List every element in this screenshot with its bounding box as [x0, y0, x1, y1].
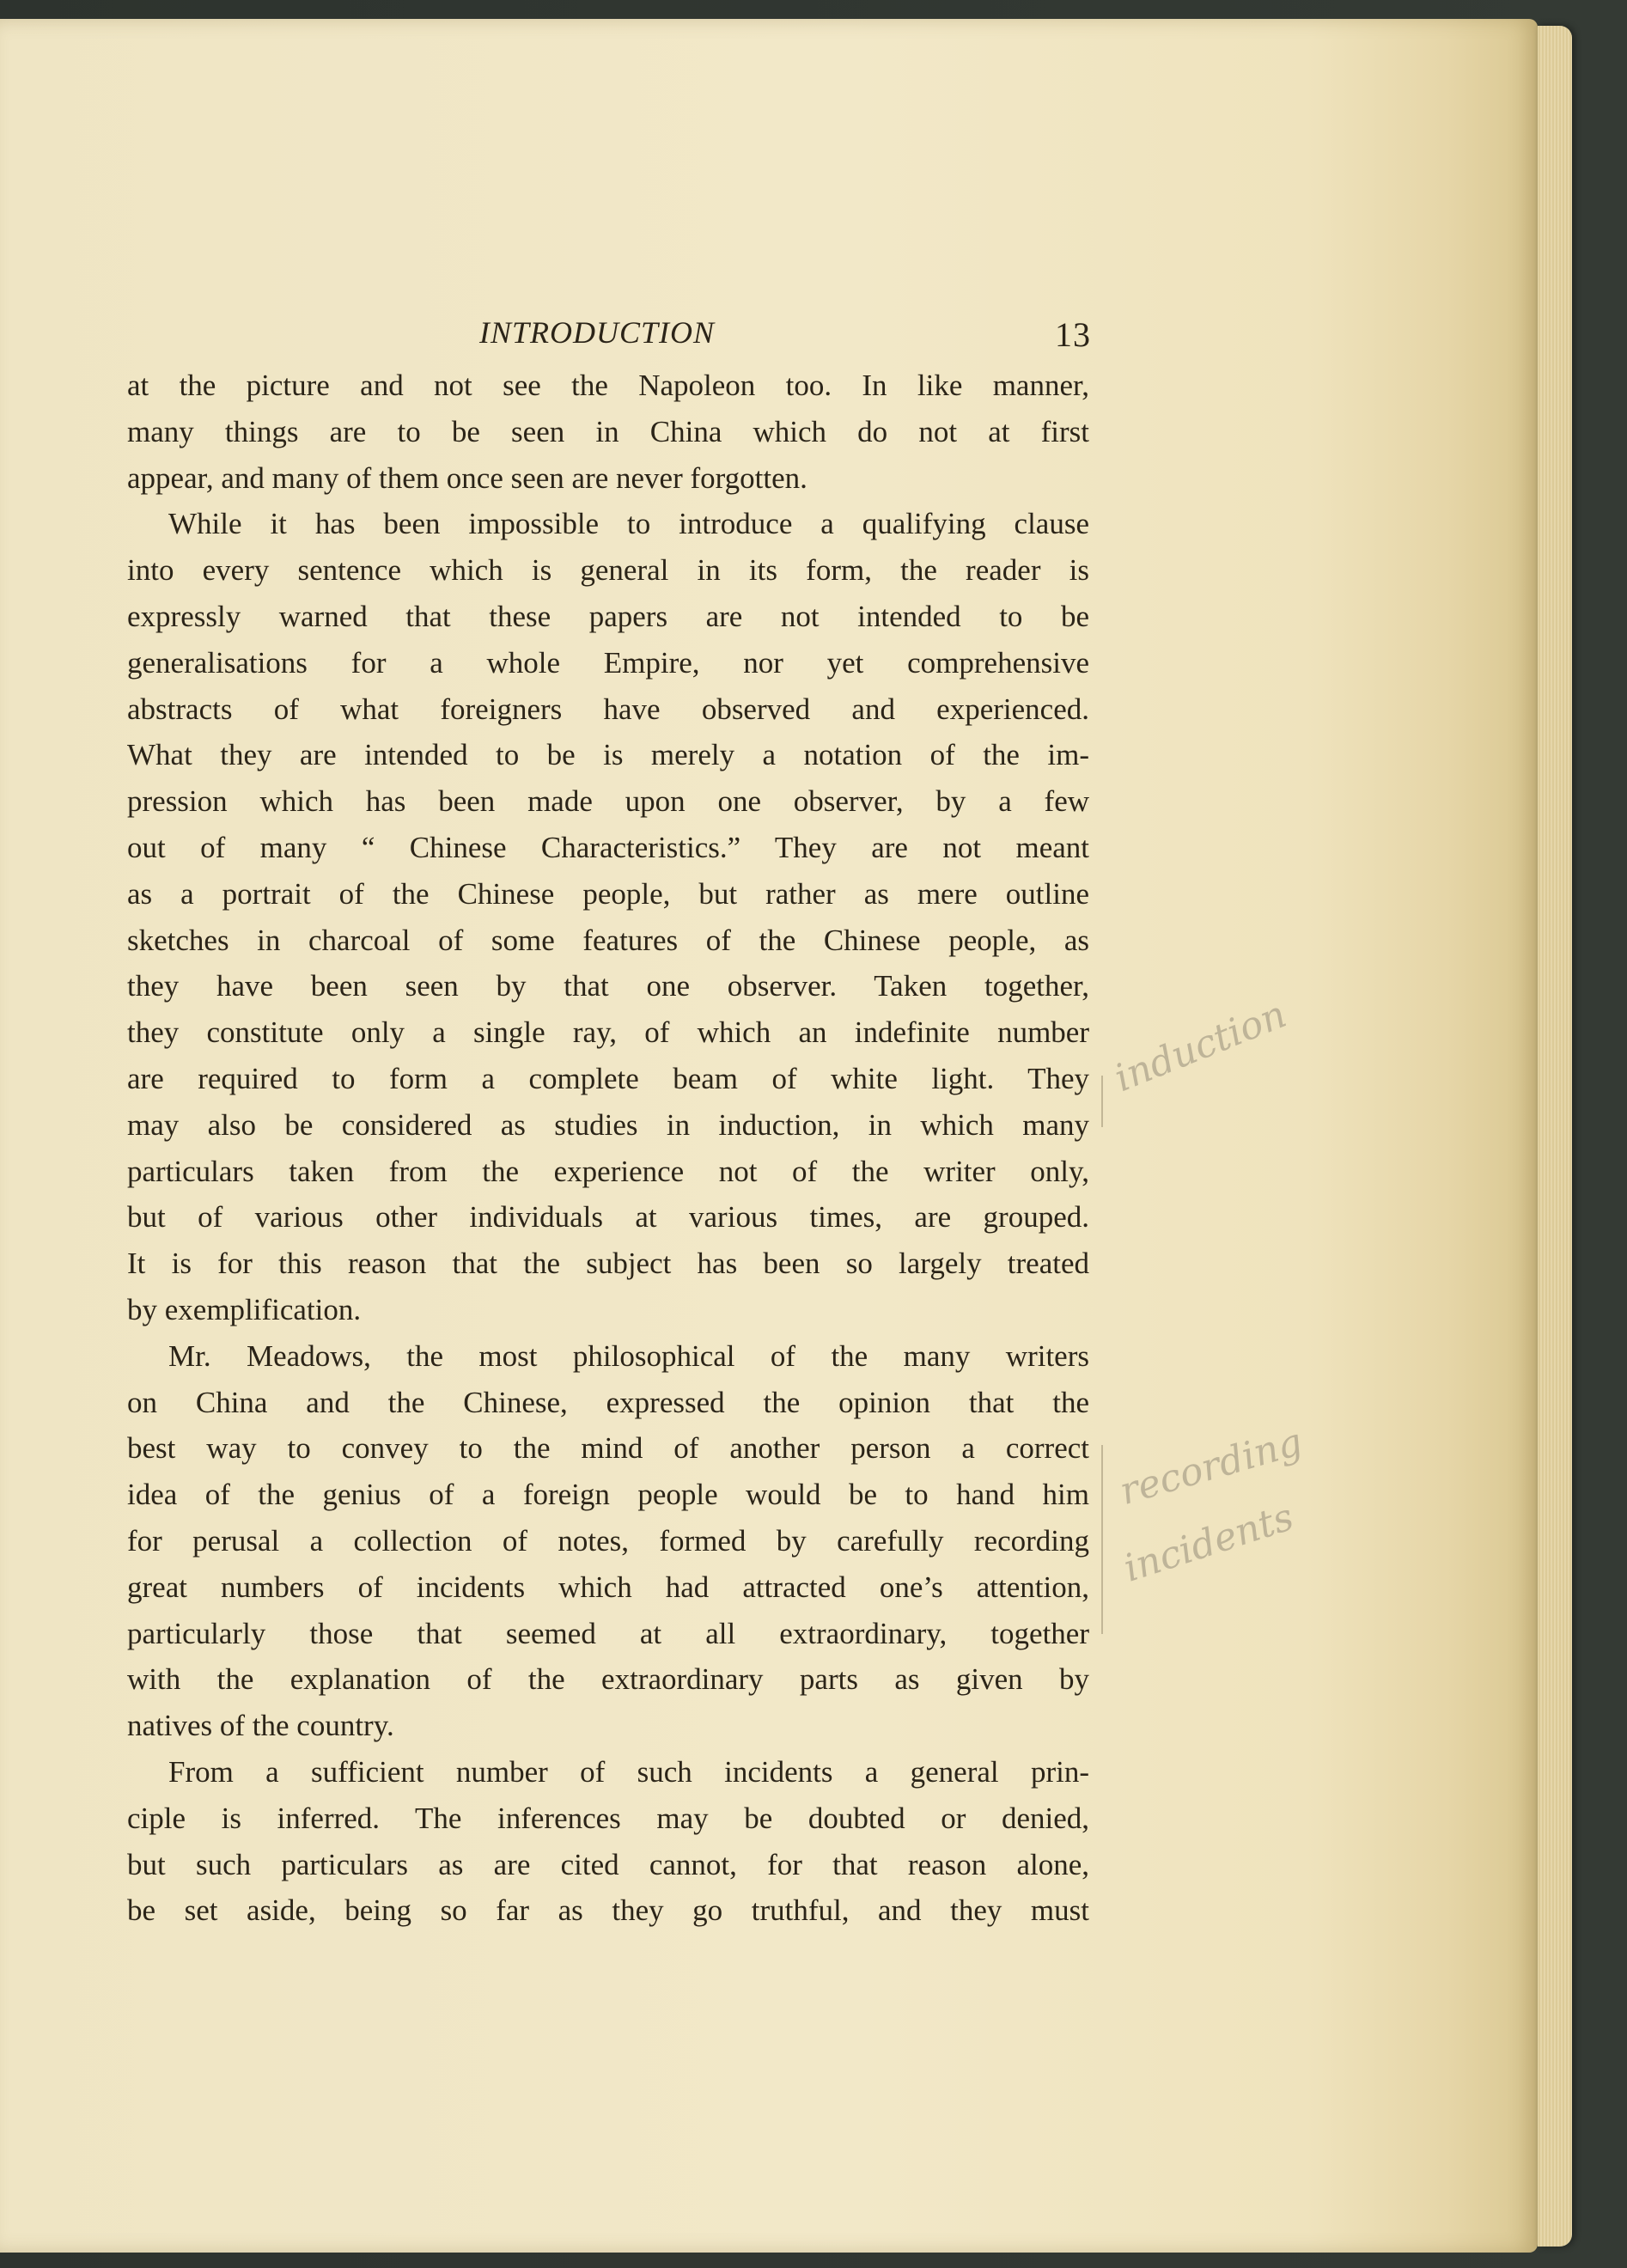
text-line: but of various other individuals at various times, are grouped. [127, 1200, 1089, 1235]
text-line: generalisations for a whole Empire, nor yet comprehensive [127, 645, 1089, 680]
text-line: many things are to be seen in China which do not at first [127, 414, 1089, 448]
text-line: great numbers of incidents which had attracted one’s attention, [127, 1570, 1089, 1604]
margin-pencil-mark [1101, 1076, 1103, 1127]
text-line: at the picture and not see the Napoleon too. In like manner, [127, 369, 1089, 402]
text-line: idea of the genius of a foreign people would be to hand him [127, 1478, 1089, 1512]
text-line: abstracts of what foreigners have observed and experienced. [127, 692, 1089, 726]
text-line: for perusal a collection of notes, formed by carefully recording [127, 1523, 1089, 1558]
margin-pencil-mark [1101, 1445, 1103, 1634]
text-line: expressly warned that these papers are not intended to be [127, 599, 1089, 633]
text-line: particularly those that seemed at all extraordinary, together [127, 1616, 1089, 1650]
text-line: as a portrait of the Chinese people, but rather as mere outline [127, 876, 1089, 911]
text-line: are required to form a complete beam of white light. They [127, 1061, 1089, 1095]
text-line: they constitute only a single ray, of which an indefinite number [127, 1015, 1089, 1050]
text-line: sketches in charcoal of some features of the Chinese people, as [127, 923, 1089, 957]
text-line: natives of the country. [127, 1709, 394, 1743]
text-line: best way to convey to the mind of another person a correct [127, 1431, 1089, 1466]
text-line: appear, and many of them once seen are never forgotten. [127, 460, 807, 495]
text-line: From a sufficient number of such incidents a general prin- [168, 1754, 1089, 1789]
body-text [127, 363, 1089, 1934]
text-line: they have been seen by that one observer. Taken together, [127, 969, 1089, 1003]
text-block [127, 311, 1089, 1934]
text-line: into every sentence which is general in its form, the reader is [127, 553, 1089, 588]
running-head-title: INTRODUCTION [479, 315, 716, 350]
text-line: It is for this reason that the subject has been so largely treated [127, 1247, 1089, 1281]
running-head [127, 311, 1089, 363]
margin-note-induction: induction [1108, 992, 1293, 1101]
margin-note-recording: recording [1114, 1419, 1307, 1515]
text-line: What they are intended to be is merely a notation of the im- [127, 738, 1089, 772]
margin-note-incidents: incidents [1118, 1495, 1299, 1591]
text-line: ciple is inferred. The inferences may be doubted or denied, [127, 1801, 1089, 1835]
text-line: be set aside, being so far as they go truthful, and they must [127, 1893, 1089, 1928]
text-line: Mr. Meadows, the most philosophical of the many writers [168, 1338, 1089, 1373]
text-line: but such particulars as are cited cannot, for that reason alone, [127, 1847, 1089, 1881]
text-line: with the explanation of the extraordinary parts as given by [127, 1662, 1089, 1697]
text-line: may also be considered as studies in induction, in which many [127, 1107, 1089, 1142]
text-line: by exemplification. [127, 1292, 362, 1326]
page-number: 13 [1055, 315, 1091, 354]
text-line: out of many “ Chinese Characteristics.” They are not meant [127, 830, 1089, 864]
text-line: While it has been impossible to introduce a qualifying clause [168, 507, 1089, 541]
page-edges [1538, 26, 1572, 2247]
text-line: pression which has been made upon one observer, by a few [127, 784, 1089, 819]
text-line: particulars taken from the experience not of the writer only, [127, 1154, 1089, 1188]
book-page [0, 19, 1538, 2253]
text-line: on China and the Chinese, expressed the opinion that the [127, 1385, 1089, 1419]
